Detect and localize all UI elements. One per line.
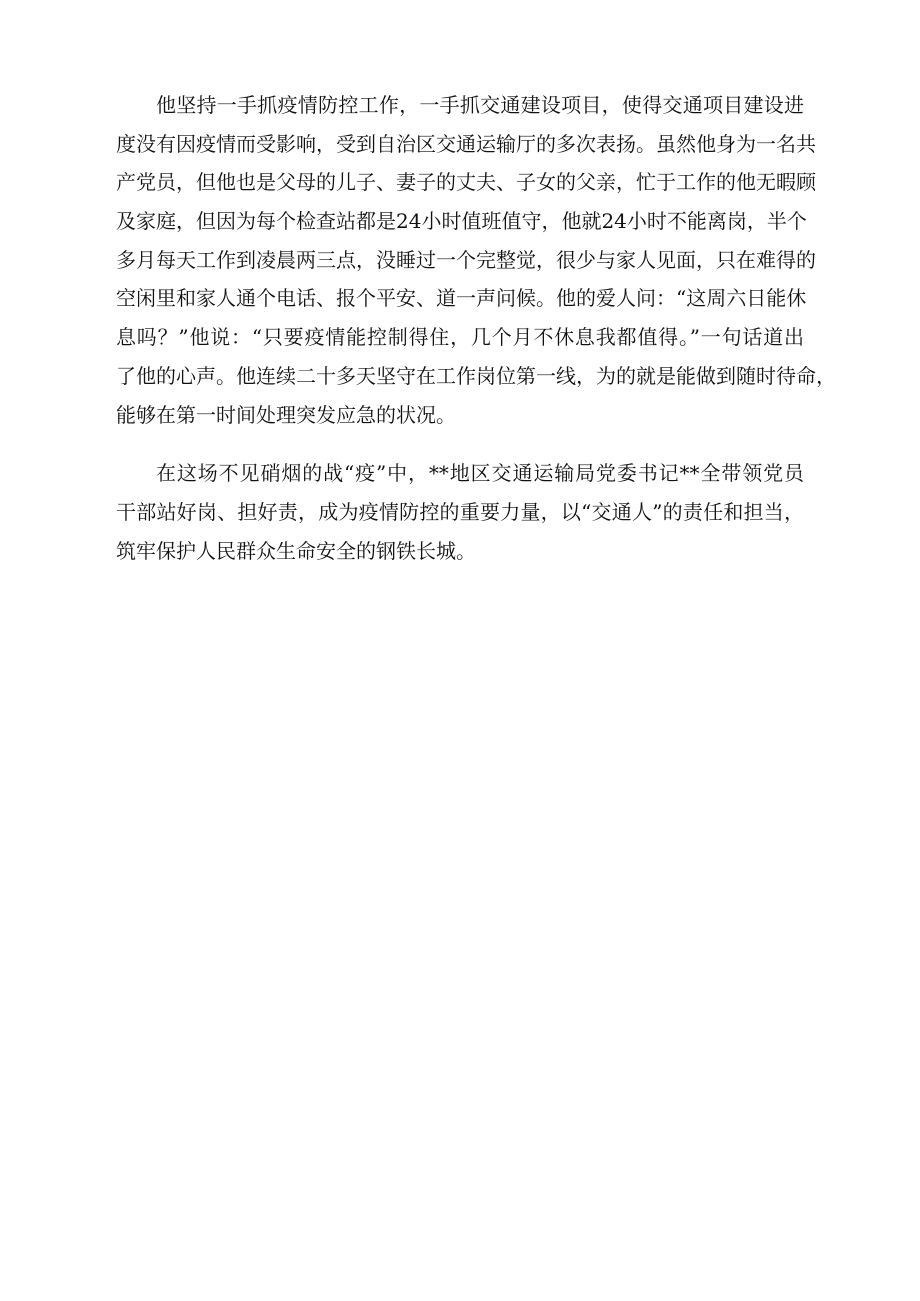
- paragraph-spacer: [116, 434, 804, 454]
- paragraph-1: [116, 86, 836, 434]
- text-line: 筑牢保护人民群众生命安全的钢铁长城。: [116, 538, 476, 563]
- text-line: 及家庭，但因为每个检查站都是24小时值班值守，他就24小时不能离岗，半个: [116, 209, 807, 234]
- text-line: 能够在第一时间处理突发应急的状况。: [116, 402, 456, 427]
- text-line: 空闲里和家人通个电话、报个平安、道一声问候。他的爱人问：“这周六日能休: [116, 286, 807, 311]
- paragraph-2: [116, 454, 804, 570]
- text-line: 了他的心声。他连续二十多天坚守在工作岗位第一线，为的就是能做到随时待命，: [116, 363, 836, 388]
- text-line: 多月每天工作到凌晨两三点，没睡过一个完整觉，很少与家人见面，只在难得的: [116, 247, 816, 272]
- text-line: 他坚持一手抓疫情防控工作，一手抓交通建设项目，使得交通项目建设进: [156, 93, 804, 117]
- document-body: [116, 86, 836, 570]
- text-line: 度没有因疫情而受影响，受到自治区交通运输厅的多次表扬。虽然他身为一名共: [116, 131, 816, 156]
- text-line: 息吗？”他说：“只要疫情能控制得住，几个月不休息我都值得。”一句话道出: [116, 325, 804, 350]
- text-line: 干部站好岗、担好责，成为疫情防控的重要力量，以“交通人”的责任和担当，: [116, 499, 804, 524]
- text-line: 在这场不见硝烟的战“疫”中，**地区交通运输局党委书记**全带领党员: [156, 461, 804, 486]
- text-line: 产党员，但他也是父母的儿子、妻子的丈夫、子女的父亲，忙于工作的他无暇顾: [116, 170, 816, 195]
